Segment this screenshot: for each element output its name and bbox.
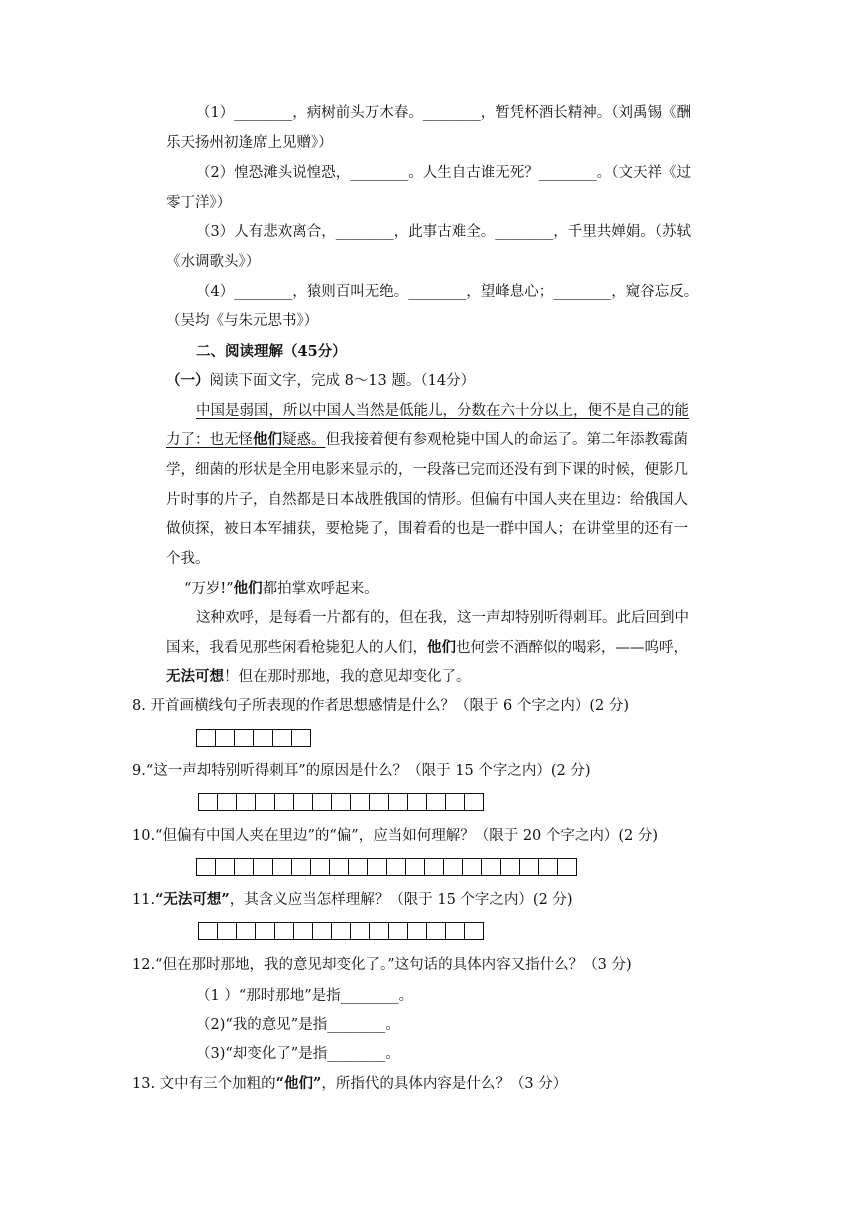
- question-13: [132, 1074, 567, 1094]
- question-8: 8. 开首画横线句子所表现的作者思想感情是什么？（限于 6 个字之内）(2 分): [132, 698, 630, 714]
- answer-box-cell[interactable]: [464, 793, 484, 811]
- answer-box-cell[interactable]: [236, 922, 256, 940]
- answer-box-cell[interactable]: [274, 922, 294, 940]
- answer-box-cell[interactable]: [198, 793, 218, 811]
- subsection-text: 阅读下面文字，完成 8～13 题。（14分）: [209, 373, 476, 389]
- poem-1-line-2: 乐天扬州初逢席上见赠》）: [166, 135, 333, 151]
- passage-line-4: 片时事的片子，自然都是日本战胜俄国的情形。但偏有中国人夹在里边：给俄国人: [166, 492, 688, 508]
- question-9: 9.“这一声却特别听得刺耳”的原因是什么？（限于 15 个字之内）(2 分): [132, 763, 591, 779]
- poem-2-line-1: （2）惶恐滩头说惶恐，________。人生自古谁无死？________。（文天祥《过: [196, 165, 691, 181]
- answer-box-cell[interactable]: [388, 922, 408, 940]
- q11-rest: ，其含义应当怎样理解？（限于 15 个字之内）(2 分): [229, 892, 573, 908]
- answer-box-cell[interactable]: [293, 922, 313, 940]
- paragraph-2-rest: 都拍掌欢呼起来。: [262, 581, 379, 597]
- answer-box-cell[interactable]: [272, 858, 292, 876]
- answer-box-cell[interactable]: [331, 922, 351, 940]
- answer-box-cell[interactable]: [350, 922, 370, 940]
- answer-box-cell[interactable]: [407, 793, 427, 811]
- q13-rest: ，所指代的具体内容是什么？（3 分）: [321, 1076, 568, 1092]
- answer-box-cell[interactable]: [310, 858, 330, 876]
- answer-box-cell[interactable]: [538, 858, 558, 876]
- answer-box-cell[interactable]: [255, 922, 275, 940]
- passage-paragraph-3-line-1: 这种欢呼，是每看一片都有的，但在我，这一声却特别听得刺耳。此后回到中: [196, 610, 689, 626]
- answer-box-cell[interactable]: [519, 858, 539, 876]
- answer-boxes-q8[interactable]: [196, 729, 310, 746]
- underlined-text-a: 力了：也无怪: [166, 432, 253, 448]
- answer-box-cell[interactable]: [196, 729, 216, 747]
- question-12-part-3: （3)“却变化了”是指________。: [196, 1046, 400, 1062]
- answer-box-cell[interactable]: [481, 858, 501, 876]
- q13-start: 13. 文中有三个加粗的: [132, 1076, 276, 1092]
- answer-box-cell[interactable]: [445, 793, 465, 811]
- answer-box-cell[interactable]: [369, 793, 389, 811]
- p3-line3-rest: ！但在那时那地，我的意见却变化了。: [224, 669, 471, 685]
- answer-box-cell[interactable]: [464, 922, 484, 940]
- answer-box-cell[interactable]: [426, 793, 446, 811]
- passage-line-6: 个我。: [166, 551, 210, 567]
- answer-box-cell[interactable]: [272, 729, 292, 747]
- passage-paragraph-3-line-2: [166, 638, 688, 658]
- poem-4-line-1: （4）________，猿则百叫无绝。________，望峰息心；________，窥谷忘反。: [196, 284, 699, 300]
- answer-box-cell[interactable]: [274, 793, 294, 811]
- answer-box-cell[interactable]: [215, 729, 235, 747]
- passage-line-1: [196, 401, 689, 421]
- answer-box-cell[interactable]: [234, 729, 254, 747]
- question-10: 10.“但偏有中国人夹在里边”的“偏”，应当如何理解？（限于 20 个字之内）(2 分): [132, 828, 659, 844]
- bold-tamen-3: 他们: [427, 639, 456, 656]
- answer-box-cell[interactable]: [462, 858, 482, 876]
- underlined-sentence-part-2: [166, 432, 326, 448]
- answer-box-cell[interactable]: [217, 922, 237, 940]
- poem-2-line-2: 零丁洋》）: [166, 195, 232, 211]
- answer-box-cell[interactable]: [405, 858, 425, 876]
- answer-box-cell[interactable]: [291, 858, 311, 876]
- wansui-quote: “万岁!”: [184, 581, 234, 597]
- answer-box-cell[interactable]: [331, 793, 351, 811]
- p3-line2-a: 国来，我看见那些闲看枪毙犯人的人们，: [166, 640, 427, 656]
- answer-box-cell[interactable]: [312, 922, 332, 940]
- answer-box-cell[interactable]: [443, 858, 463, 876]
- underlined-sentence-part-1: 中国是弱国，所以中国人当然是低能儿，分数在六十分以上，便不是自己的能: [196, 403, 689, 419]
- answer-box-cell[interactable]: [253, 729, 273, 747]
- bold-wufakexiang: 无法可想: [166, 668, 224, 685]
- poem-3-line-2: 《水调歌头》）: [166, 254, 261, 270]
- poem-3-line-1: （3）人有悲欢离合，________，此事古难全。________，千里共婵娟。（苏轼: [196, 224, 691, 240]
- poem-1-line-1: （1）________，病树前头万木春。________，暂凭杯酒长精神。（刘禹锡《酬: [196, 105, 691, 121]
- answer-box-cell[interactable]: [445, 922, 465, 940]
- answer-boxes-q9[interactable]: [198, 793, 483, 810]
- answer-box-cell[interactable]: [196, 858, 216, 876]
- subsection-heading: [166, 371, 475, 391]
- passage-line-3: 学，细菌的形状是全用电影来显示的，一段落已完而还没有到下课的时候，便影几: [166, 462, 688, 478]
- answer-box-cell[interactable]: [312, 793, 332, 811]
- question-12-part-1: （1 ）“那时那地”是指________。: [196, 988, 414, 1004]
- p3-line2-c: 也何尝不酒醉似的喝彩，——呜呼，: [456, 640, 688, 656]
- question-12-part-2: （2)“我的意见”是指________。: [196, 1017, 400, 1033]
- answer-box-cell[interactable]: [388, 793, 408, 811]
- answer-boxes-q11[interactable]: [198, 922, 483, 939]
- bold-tamen-2: 他们: [233, 580, 263, 597]
- answer-box-cell[interactable]: [426, 922, 446, 940]
- answer-box-cell[interactable]: [234, 858, 254, 876]
- answer-box-cell[interactable]: [424, 858, 444, 876]
- q13-bold-term: “他们”: [275, 1075, 322, 1092]
- underlined-text-c: 疑惑。: [282, 432, 326, 448]
- answer-box-cell[interactable]: [500, 858, 520, 876]
- answer-box-cell[interactable]: [369, 922, 389, 940]
- passage-paragraph-2: [184, 579, 379, 599]
- answer-box-cell[interactable]: [350, 793, 370, 811]
- answer-box-cell[interactable]: [367, 858, 387, 876]
- answer-box-cell[interactable]: [329, 858, 349, 876]
- subsection-label: （一）: [166, 372, 210, 389]
- answer-box-cell[interactable]: [255, 793, 275, 811]
- poem-4-line-2: （吴均《与朱元思书》）: [166, 313, 319, 329]
- question-12: 12.“但在那时那地，我的意见却变化了。”这句话的具体内容又指什么？（3 分): [132, 957, 632, 973]
- answer-box-cell[interactable]: [293, 793, 313, 811]
- question-11: [132, 890, 573, 910]
- answer-box-cell[interactable]: [198, 922, 218, 940]
- section-title: 二、阅读理解（45分）: [196, 343, 347, 360]
- answer-box-cell[interactable]: [386, 858, 406, 876]
- answer-box-cell[interactable]: [253, 858, 273, 876]
- passage-paragraph-3-line-3: [166, 667, 471, 687]
- passage-line-2: [166, 430, 688, 450]
- passage-line-2-rest: 但我接着便有参观枪毙中国人的命运了。第二年添教霉菌: [325, 432, 688, 448]
- answer-box-cell[interactable]: [217, 793, 237, 811]
- passage-line-5: 做侦探，被日本军捕获，要枪毙了，围着看的也是一群中国人；在讲堂里的还有一: [166, 521, 688, 537]
- answer-box-cell[interactable]: [215, 858, 235, 876]
- q11-number: 11.: [132, 892, 156, 908]
- answer-box-cell[interactable]: [291, 729, 311, 747]
- answer-box-cell[interactable]: [236, 793, 256, 811]
- answer-box-cell[interactable]: [348, 858, 368, 876]
- answer-box-cell[interactable]: [557, 858, 577, 876]
- answer-box-cell[interactable]: [407, 922, 427, 940]
- bold-tamen-1: 他们: [253, 431, 282, 448]
- answer-boxes-q10[interactable]: [196, 858, 576, 875]
- q11-bold-term: “无法可想”: [155, 891, 230, 908]
